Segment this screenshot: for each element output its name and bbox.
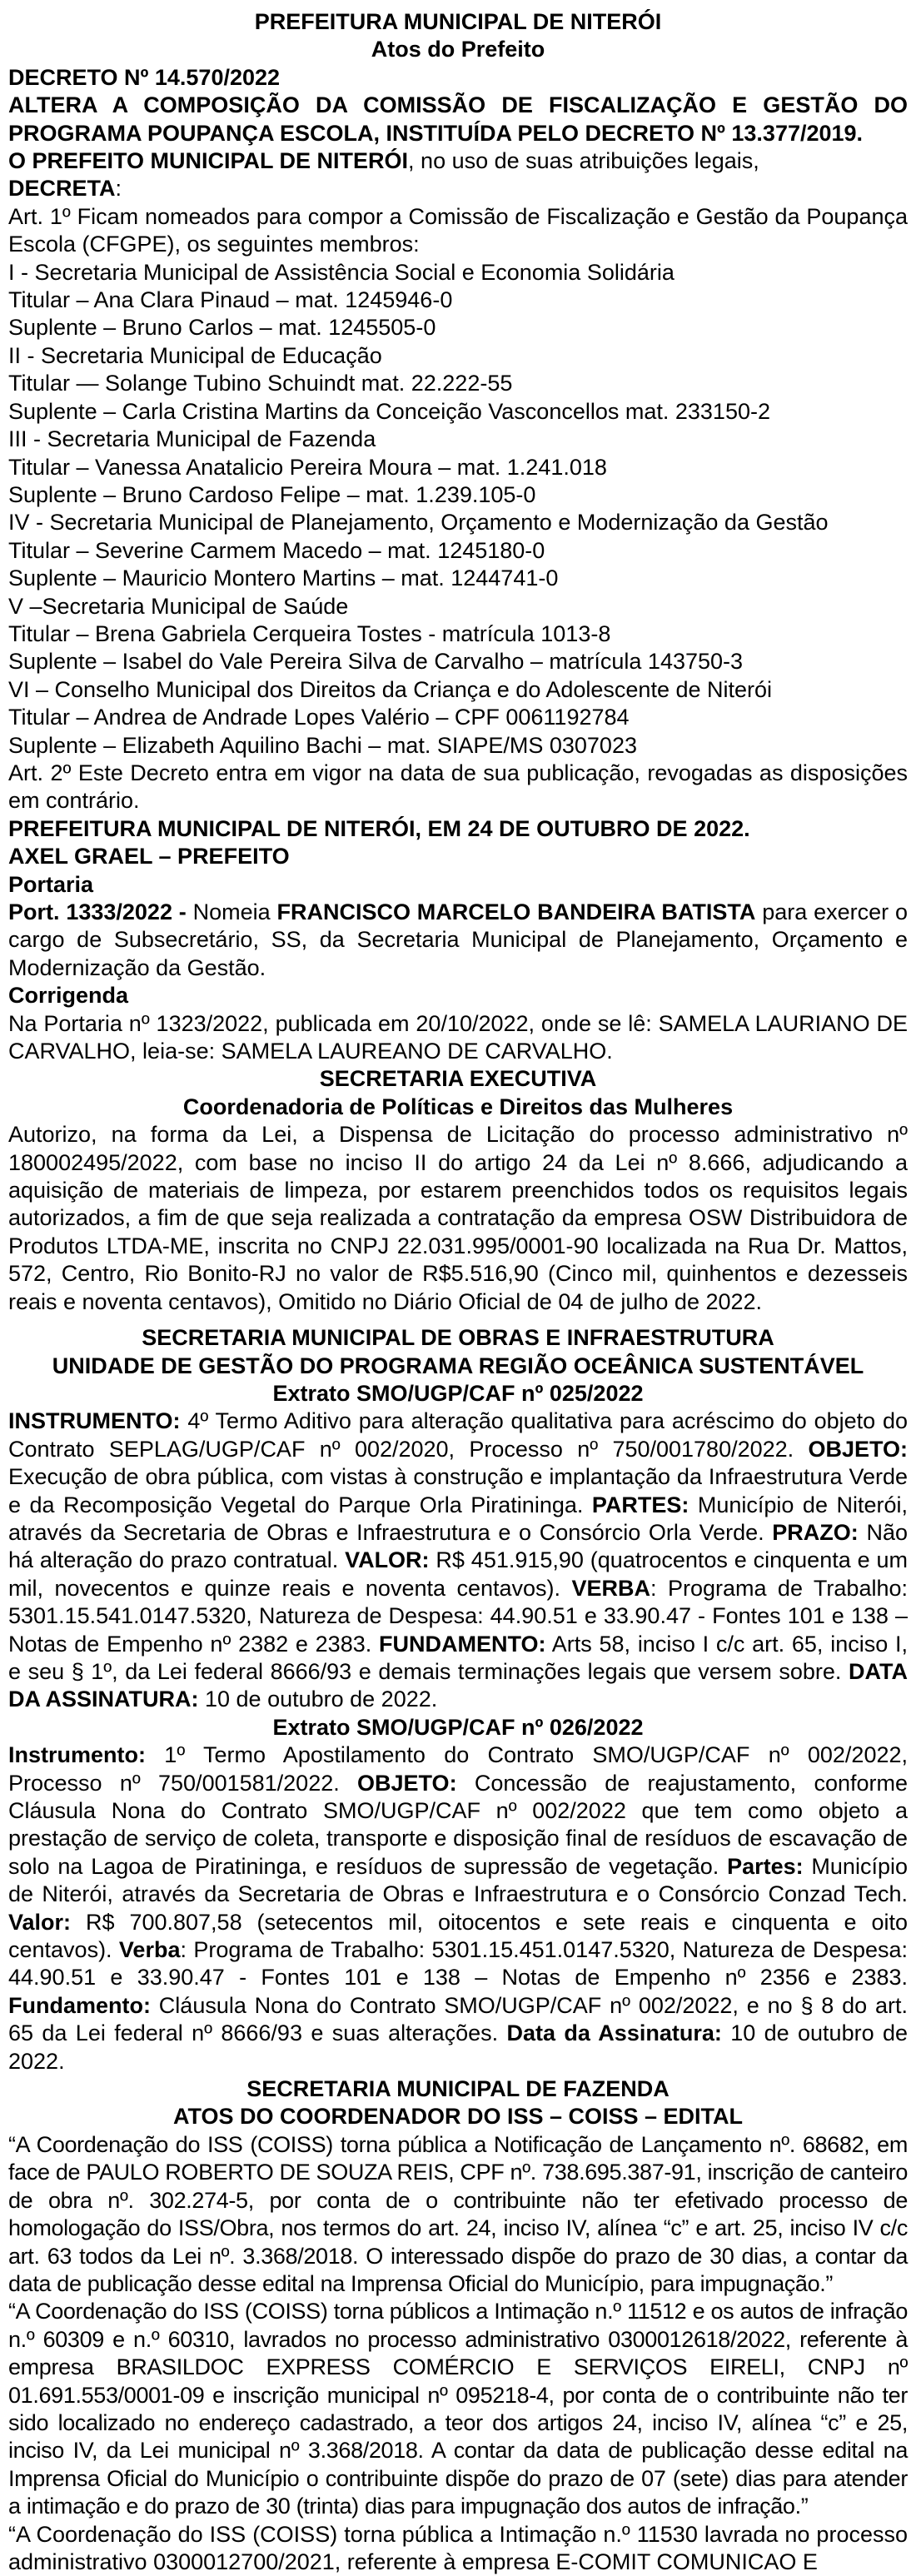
fazenda-subheading: ATOS DO COORDENADOR DO ISS – COISS – EDITAL [172, 2104, 744, 2130]
field-value: R$ 451.915,90 (quatrocentos e cinquenta e um mil, novecentos e quinze reais e noventa centavos). [8, 1547, 908, 1601]
field-label: FUNDAMENTO: [379, 1631, 546, 1657]
member-line: I - Secretaria Municipal de Assistência Social e Economia Solidária [8, 259, 675, 285]
field-label: Verba [118, 1937, 181, 1963]
header-section: Atos do Prefeito [371, 37, 545, 62]
decreta-word: DECRETA [8, 176, 116, 202]
obras-subheading: UNIDADE DE GESTÃO DO PROGRAMA REGIÃO OCEÂNICA SUSTENTÁVEL [52, 1353, 864, 1378]
field-label: Partes: [727, 1853, 804, 1879]
member-line: Titular – Severine Carmem Macedo – mat. 1245180-0 [8, 537, 545, 563]
portaria-text-part: Nomeia [186, 899, 277, 924]
member-line: III - Secretaria Municipal de Fazenda [8, 426, 376, 452]
field-value: Arts 58, inciso I c/c art. 65, inciso I, e seu § 1º, da Lei federal 8666/93 e demais terminações legais que versem sobre. [8, 1631, 908, 1684]
portaria-text-part: para exercer o cargo de Subsecretário, SS, da Secretaria Municipal de Planejamento, Orçamento e Modernização da Gestão. [8, 899, 908, 980]
field-label: PARTES: [591, 1492, 689, 1517]
field-value: Não há alteração do prazo contratual. [8, 1519, 908, 1573]
field-value: 10 de outubro de 2022. [198, 1687, 438, 1712]
exec-heading: SECRETARIA EXECUTIVA [319, 1066, 597, 1092]
member-line: Suplente – Elizabeth Aquilino Bachi – mat. SIAPE/MS 0307023 [8, 732, 637, 758]
member-list [8, 259, 908, 760]
member-line: Suplente – Isabel do Vale Pereira Silva de Carvalho – matrícula 143750-3 [8, 649, 744, 675]
preamble-authority: O PREFEITO MUNICIPAL DE NITERÓI [8, 148, 409, 174]
edital-paragraph: “A Coordenação do ISS (COISS) torna pública a Notificação de Lançamento nº. 68682, em face de PAULO ROBERTO DE SOUZA REIS, CPF nº. 738.695.387-91, inscrição de canteiro de obra nº. 302.274-5, por conta de o contribuinte não ter efetivado processo de homologação do ISS/Obra, nos termos do art. 24, inciso IV, alínea “c” e art. 25, inciso IV c/c art. 63 todos da Lei nº. 3.368/2018. O interessado dispõe do prazo de 30 dias, a contar da data de publicação desse edital na Imprensa Oficial do Município, para impugnação.” [8, 2131, 908, 2296]
field-label: VERBA [571, 1575, 650, 1601]
member-line: V –Secretaria Municipal de Saúde [8, 593, 349, 619]
field-value: Cláusula Nona do Contrato SMO/UGP/CAF nº 002/2022, e no § 8 do art. 65 da Lei federal nº 8666/93 e suas alterações. [8, 1992, 908, 2046]
field-value: R$ 700.807,58 (setecentos mil, oitocentos e sete reais e cinquenta e oito centavos). [8, 1909, 908, 1963]
extract-body [8, 1741, 908, 2075]
member-line: VI – Conselho Municipal dos Direitos da Criança e do Adolescente de Niterói [8, 676, 773, 702]
field-label: INSTRUMENTO: [8, 1408, 181, 1434]
field-label: Fundamento: [8, 1992, 151, 2018]
member-line: Titular — Solange Tubino Schuindt mat. 22.222-55 [8, 371, 513, 396]
exec-subheading: Coordenadoria de Políticas e Direitos das Mulheres [182, 1094, 734, 1119]
member-line: Suplente – Carla Cristina Martins da Conceição Vasconcellos mat. 233150-2 [8, 398, 770, 424]
field-value: 10 de outubro de 2022. [8, 2020, 908, 2074]
field-value: : Programa de Trabalho: 5301.15.541.0147.5320, Natureza de Despesa: 44.90.51 e 33.90.47 - Fontes 101 e 138 – Notas de Empenho nº 2382 e 2383. [8, 1575, 908, 1657]
fazenda-heading: SECRETARIA MUNICIPAL DE FAZENDA [246, 2076, 670, 2102]
decreto-signature: AXEL GRAEL – PREFEITO [8, 844, 290, 869]
header-org: PREFEITURA MUNICIPAL DE NITERÓI [254, 9, 662, 34]
decreta-line [8, 175, 908, 202]
field-value: 4º Termo Aditivo para alteração qualitativa para acréscimo do objeto do Contrato SEPLAG/UGP/CAF nº 002/2020, Processo nº 750/001780/2022. [8, 1408, 908, 1462]
member-line: Titular – Brena Gabriela Cerqueira Tostes - matrícula 1013-8 [8, 620, 611, 646]
portaria-nominee: FRANCISCO MARCELO BANDEIRA BATISTA [276, 899, 756, 924]
member-line: II - Secretaria Municipal de Educação [8, 342, 382, 368]
decreto-date-line: PREFEITURA MUNICIPAL DE NITERÓI, EM 24 DE OUTUBRO DE 2022. [8, 815, 750, 841]
extract-title: Extrato SMO/UGP/CAF nº 026/2022 [272, 1714, 644, 1740]
decreto-preamble [8, 147, 908, 175]
exec-text: Autorizo, na forma da Lei, a Dispensa de Licitação do processo administrativo nº 180002495/2022, com base no inciso II do artigo 24 da Lei nº 8.666, adjudicando a aquisição de materiais de limpeza, por estarem preenchidos todos os requisitos legais autorizados, a fim de que seja realizada a contratação da empresa OSW Distribuidora de Produtos LTDA-ME, inscrita no CNPJ 22.031.995/0001-90 localizada na Rua Dr. Mattos, 572, Centro, Rio Bonito-RJ no valor de R$5.516,90 (Cinco mil, quinhentos e dezesseis reais e noventa centavos), Omitido no Diário Oficial de 04 de julho de 2022. [8, 1122, 908, 1314]
member-line: IV - Secretaria Municipal de Planejamento, Orçamento e Modernização da Gestão [8, 510, 829, 536]
member-line: Titular – Ana Clara Pinaud – mat. 1245946-0 [8, 287, 453, 313]
edital-paragraph: “A Coordenação do ISS (COISS) torna públicos a Intimação n.º 11512 e os autos de infração n.º 60309 e n.º 60310, lavrados no processo administrativo 0300012618/2022, referente à empresa BRASILDOC EXPRESS COMÉRCIO E SERVIÇOS EIRELI, CNPJ nº 01.691.553/0001-09 e inscrição municipal nº 095218-4, por conta de o contribuinte não ter sido localizado no endereço cadastrado, a teor dos artigos 24, inciso IV, alínea “c” e 25, inciso IV, da Lei municipal nº 3.368/2018. A contar da data de publicação desse edital na Imprensa Oficial do Município o contribuinte dispõe do prazo de 07 (sete) dias para atender a intimação e do prazo de 30 (trinta) dias para impugnação dos autos de infração.” [8, 2299, 908, 2519]
decreto-art1: Art. 1º Ficam nomeados para compor a Comissão de Fiscalização e Gestão da Poupança Escola (CFGPE), os seguintes membros: [8, 203, 908, 257]
extract-title: Extrato SMO/UGP/CAF nº 025/2022 [272, 1380, 644, 1406]
field-label: OBJETO: [357, 1770, 457, 1796]
field-value: Concessão de reajustamento, conforme Cláusula Nona do Contrato SMO/UGP/CAF nº 002/2022 que tem como objeto a prestação de serviço de coleta, transporte e disposição final de resíduos de escavação de solo na Lagoa de Piratininga, e resíduos de supressão de vegetação. [8, 1770, 908, 1879]
field-value: 1º Termo Apostilamento do Contrato SMO/UGP/CAF nº 002/2022, Processo nº 750/001581/2022. [8, 1742, 908, 1796]
field-label: PRAZO: [772, 1519, 859, 1545]
field-label: VALOR: [345, 1547, 430, 1573]
decreto-ementa: ALTERA A COMPOSIÇÃO DA COMISSÃO DE FISCALIZAÇÃO E GESTÃO DO PROGRAMA POUPANÇA ESCOLA, INSTITUÍDA PELO DECRETO Nº 13.377/2019. [8, 92, 908, 146]
field-value: Município de Niterói, através da Secretaria de Obras e Infraestrutura e o Consórcio Orla Verde. [8, 1492, 908, 1545]
obras-heading: SECRETARIA MUNICIPAL DE OBRAS E INFRAESTRUTURA [142, 1325, 774, 1351]
field-label: Valor: [8, 1909, 72, 1935]
field-label: DATA DA ASSINATURA: [8, 1658, 908, 1712]
decreta-colon: : [115, 176, 122, 202]
portaria-heading: Portaria [8, 871, 94, 897]
extract-body [8, 1408, 908, 1713]
member-line: Suplente – Mauricio Montero Martins – mat. 1244741-0 [8, 566, 559, 591]
corrigenda-text: Na Portaria nº 1323/2022, publicada em 20/10/2022, onde se lê: SAMELA LAURIANO DE CARVALHO, leia-se: SAMELA LAUREANO DE CARVALHO. [8, 1010, 908, 1064]
portaria-number: Port. 1333/2022 - [8, 899, 187, 924]
field-value: : Programa de Trabalho: 5301.15.451.0147.5320, Natureza de Despesa: 44.90.51 e 33.90.47 - Fontes 101 e 138 – Notas de Empenho nº 2356 e 2383. [8, 1937, 908, 1991]
field-label: OBJETO: [808, 1436, 908, 1462]
member-line: Suplente – Bruno Cardoso Felipe – mat. 1.239.105-0 [8, 481, 536, 507]
decreto-art2: Art. 2º Este Decreto entra em vigor na data de sua publicação, revogadas as disposições em contrário. [8, 760, 908, 814]
corrigenda-heading: Corrigenda [8, 983, 129, 1009]
field-label: Data da Assinatura: [506, 2020, 722, 2046]
preamble-rest: , no uso de suas atribuições legais, [408, 148, 759, 174]
member-line: Titular – Vanessa Anatalicio Pereira Moura – mat. 1.241.018 [8, 454, 607, 480]
field-value: Execução de obra pública, com vistas à construção e implantação da Infraestrutura Verde e da Recomposição Vegetal do Parque Orla Piratininga. [8, 1464, 908, 1517]
field-value: Município de Niterói, através da Secretaria de Obras e Infraestrutura e o Consórcio Conzad Tech. [8, 1853, 908, 1907]
edital-paragraph: “A Coordenação do ISS (COISS) torna pública a Intimação n.º 11530 lavrada no processo administrativo 0300012700/2021, referente à empresa E-COMIT COMUNICAO E [8, 2521, 908, 2574]
member-line: Titular – Andrea de Andrade Lopes Valério – CPF 0061192784 [8, 705, 630, 730]
member-line: Suplente – Bruno Carlos – mat. 1245505-0 [8, 315, 436, 341]
decreto-number: DECRETO Nº 14.570/2022 [8, 64, 281, 90]
field-label: Instrumento: [8, 1742, 146, 1768]
portaria-text [8, 899, 908, 982]
